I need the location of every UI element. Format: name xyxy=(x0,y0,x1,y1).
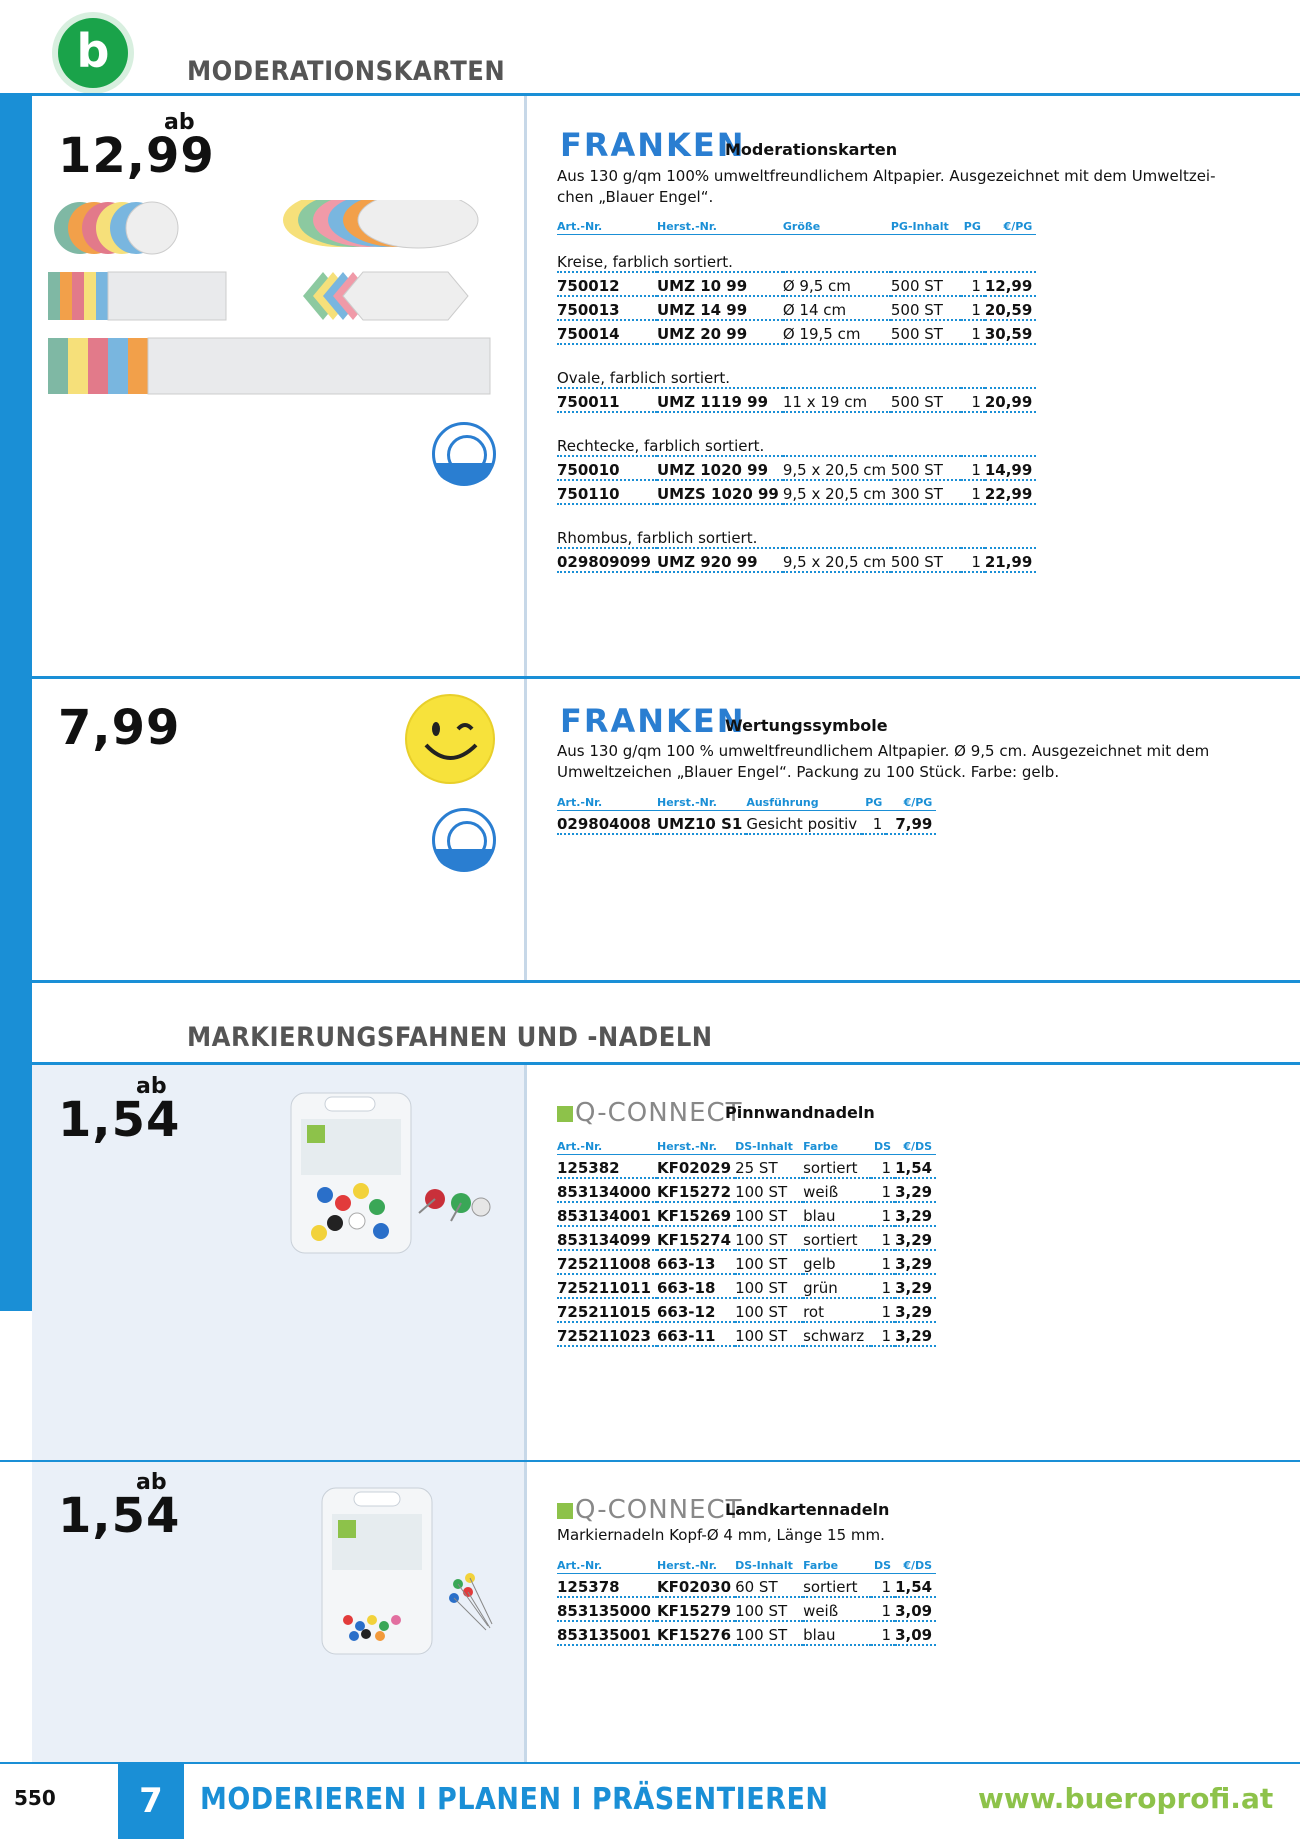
section-divider xyxy=(32,676,1300,679)
table-row: 029809099 UMZ 920 99 9,5 x 20,5 cm 500 ST 1 21,99 xyxy=(557,548,1036,572)
long-rectangle-cards xyxy=(48,338,490,394)
wertungssymbole-table: Art.-Nr. Herst.-Nr. Ausführung PG €/PG 029804008 UMZ10 S1 Gesicht positiv 1 7,99 xyxy=(557,794,936,835)
column-divider xyxy=(524,1065,527,1762)
brand-q-connect: Q-CONNECT xyxy=(557,1495,743,1525)
brand-q-connect: Q-CONNECT xyxy=(557,1098,743,1128)
rectangle-cards xyxy=(48,272,226,320)
table-row: 750014 UMZ 20 99 Ø 19,5 cm 500 ST 1 30,59 xyxy=(557,320,1036,344)
website-url[interactable]: www.bueroprofi.at xyxy=(978,1782,1274,1815)
rhombus-cards xyxy=(303,272,468,320)
table-row: 725211023 663-11 100 ST schwarz 1 3,29 xyxy=(557,1322,936,1346)
table-row: 853134000 KF15272 100 ST weiß 1 3,29 xyxy=(557,1178,936,1202)
product-description: Aus 130 g/qm 100% umweltfreundlichem Altpapier. Ausgezeichnet mit dem Umweltzei-chen „Blauer Engel“. xyxy=(557,167,1216,206)
table-row: 125378 KF02030 60 ST sortiert 1 1,54 xyxy=(557,1574,936,1598)
blauer-engel-seal-icon xyxy=(432,808,496,872)
price: 7,99 xyxy=(58,700,181,756)
product-title: Moderationskarten xyxy=(725,140,898,159)
table-row: 750013 UMZ 14 99 Ø 14 cm 500 ST 1 20,59 xyxy=(557,296,1036,320)
table-row: 725211008 663-13 100 ST gelb 1 3,29 xyxy=(557,1250,936,1274)
table-row: 853135001 KF15276 100 ST blau 1 3,09 xyxy=(557,1621,936,1645)
price: 1,54 xyxy=(58,1488,181,1544)
brand-franken: FRANKEN xyxy=(560,126,746,164)
table-row: 029804008 UMZ10 S1 Gesicht positiv 1 7,99 xyxy=(557,811,936,835)
column-divider xyxy=(524,96,527,676)
table-row: 750012 UMZ 10 99 Ø 9,5 cm 500 ST 1 12,99 xyxy=(557,272,1036,296)
landkartennadeln-table: Art.-Nr. Herst.-Nr. DS-Inhalt Farbe DS €/DS 125378 KF02030 60 ST sortiert 1 1,54 853135000 KF15279 100 ST weiß 1 3,09 853135001 KF15276 100 ST blau 1 3,09 xyxy=(557,1557,936,1646)
pinnwandnadeln-table: Art.-Nr. Herst.-Nr. DS-Inhalt Farbe DS €/DS 125382 KF02029 25 ST sortiert 1 1,54 853134000 KF15272 100 ST weiß 1 3,29 853134001 KF15269 100 ST blau 1 3,29 853134099 KF15274 100 ST sortiert 1 3,29 725211008 663-13 100 ST gelb 1 3,29 725211011 663-18 100 ST grün 1 3,29 725211015 663-12 100 ST rot 1 3,29 725211023 663-11 100 ST schwarz 1 3,29 xyxy=(557,1138,936,1347)
footer-divider xyxy=(0,1762,1300,1764)
q-connect-logo-icon xyxy=(557,1503,573,1519)
landkartennadeln-box-image xyxy=(318,1480,498,1660)
price-prefix: ab xyxy=(136,1470,167,1495)
circle-cards xyxy=(54,202,178,254)
smiley-icon xyxy=(404,693,496,785)
moderation-cards-image xyxy=(48,200,498,400)
moderationskarten-table: Art.-Nr. Herst.-Nr. Größe PG-Inhalt PG €/PG Kreise, farblich sortiert. 750012 UMZ 10 99 Ø 9,5 cm 500 ST 1 12,99 750013 UMZ 14 99 Ø 14 cm 500 ST 1 20,59 750014 UMZ 20 99 Ø 19,5 cm 500 ST 1 30,59 Ovale, farblich sortiert. 750011 UMZ 1119 99 11 x 19 cm 500 ST 1 20,99 Rechtecke, farblich sortiert. 750010 UMZ 1020 99 9,5 x 20,5 cm 500 ST 1 14,99 750110 UMZS 1020 99 9,5 x 20,5 cm 300 ST 1 22,99 Rhombus, farblich sortiert. 029809099 UMZ 920 99 9,5 x 20,5 cm 500 ST 1 21,99 xyxy=(557,218,1036,573)
table-row: 853135000 KF15279 100 ST weiß 1 3,09 xyxy=(557,1597,936,1621)
table-row: 125382 KF02029 25 ST sortiert 1 1,54 xyxy=(557,1155,936,1179)
side-blue-bar xyxy=(0,96,32,1311)
price-prefix: ab xyxy=(136,1074,167,1099)
product-title: Wertungssymbole xyxy=(725,716,888,735)
chapter-tab: 7 xyxy=(118,1764,184,1839)
product-title: Pinnwandnadeln xyxy=(725,1103,875,1122)
brand-franken: FRANKEN xyxy=(560,702,746,740)
table-row: 750110 UMZS 1020 99 9,5 x 20,5 cm 300 ST 1 22,99 xyxy=(557,480,1036,504)
table-row: 853134099 KF15274 100 ST sortiert 1 3,29 xyxy=(557,1226,936,1250)
product-description: Markiernadeln Kopf-Ø 4 mm, Länge 15 mm. xyxy=(557,1526,885,1544)
page-number: 550 xyxy=(14,1786,56,1810)
price: 1,54 xyxy=(58,1092,181,1148)
table-row: 750011 UMZ 1119 99 11 x 19 cm 500 ST 1 20,99 xyxy=(557,388,1036,412)
column-divider xyxy=(524,679,527,981)
table-row: 725211015 663-12 100 ST rot 1 3,29 xyxy=(557,1298,936,1322)
header-divider xyxy=(0,93,1300,96)
price: 12,99 xyxy=(58,128,215,184)
blauer-engel-seal-icon xyxy=(432,422,496,486)
product-description: Aus 130 g/qm 100 % umweltfreundlichem Altpapier. Ø 9,5 cm. Ausgezeichnet mit dem Umweltzeichen „Blauer Engel“. Packung zu 100 Stück. Farbe: gelb. xyxy=(557,742,1210,781)
chapter-title: MODERIEREN I PLANEN I PRÄSENTIEREN xyxy=(200,1782,829,1817)
section-title-markierungsfahnen: MARKIERUNGSFAHNEN UND -NADELN xyxy=(187,1022,713,1053)
section-title-moderationskarten: MODERATIONSKARTEN xyxy=(187,56,506,87)
table-row: 853134001 KF15269 100 ST blau 1 3,29 xyxy=(557,1202,936,1226)
section-divider xyxy=(0,1460,1300,1462)
oval-cards xyxy=(283,200,478,248)
price-prefix: ab xyxy=(164,110,195,135)
pinnwandnadeln-box-image xyxy=(285,1083,495,1263)
product-title: Landkartennadeln xyxy=(725,1500,890,1519)
table-row: 725211011 663-18 100 ST grün 1 3,29 xyxy=(557,1274,936,1298)
table-row: 750010 UMZ 1020 99 9,5 x 20,5 cm 500 ST 1 14,99 xyxy=(557,456,1036,480)
bueroprofi-logo: b xyxy=(58,18,128,88)
section-divider xyxy=(32,980,1300,983)
q-connect-logo-icon xyxy=(557,1106,573,1122)
